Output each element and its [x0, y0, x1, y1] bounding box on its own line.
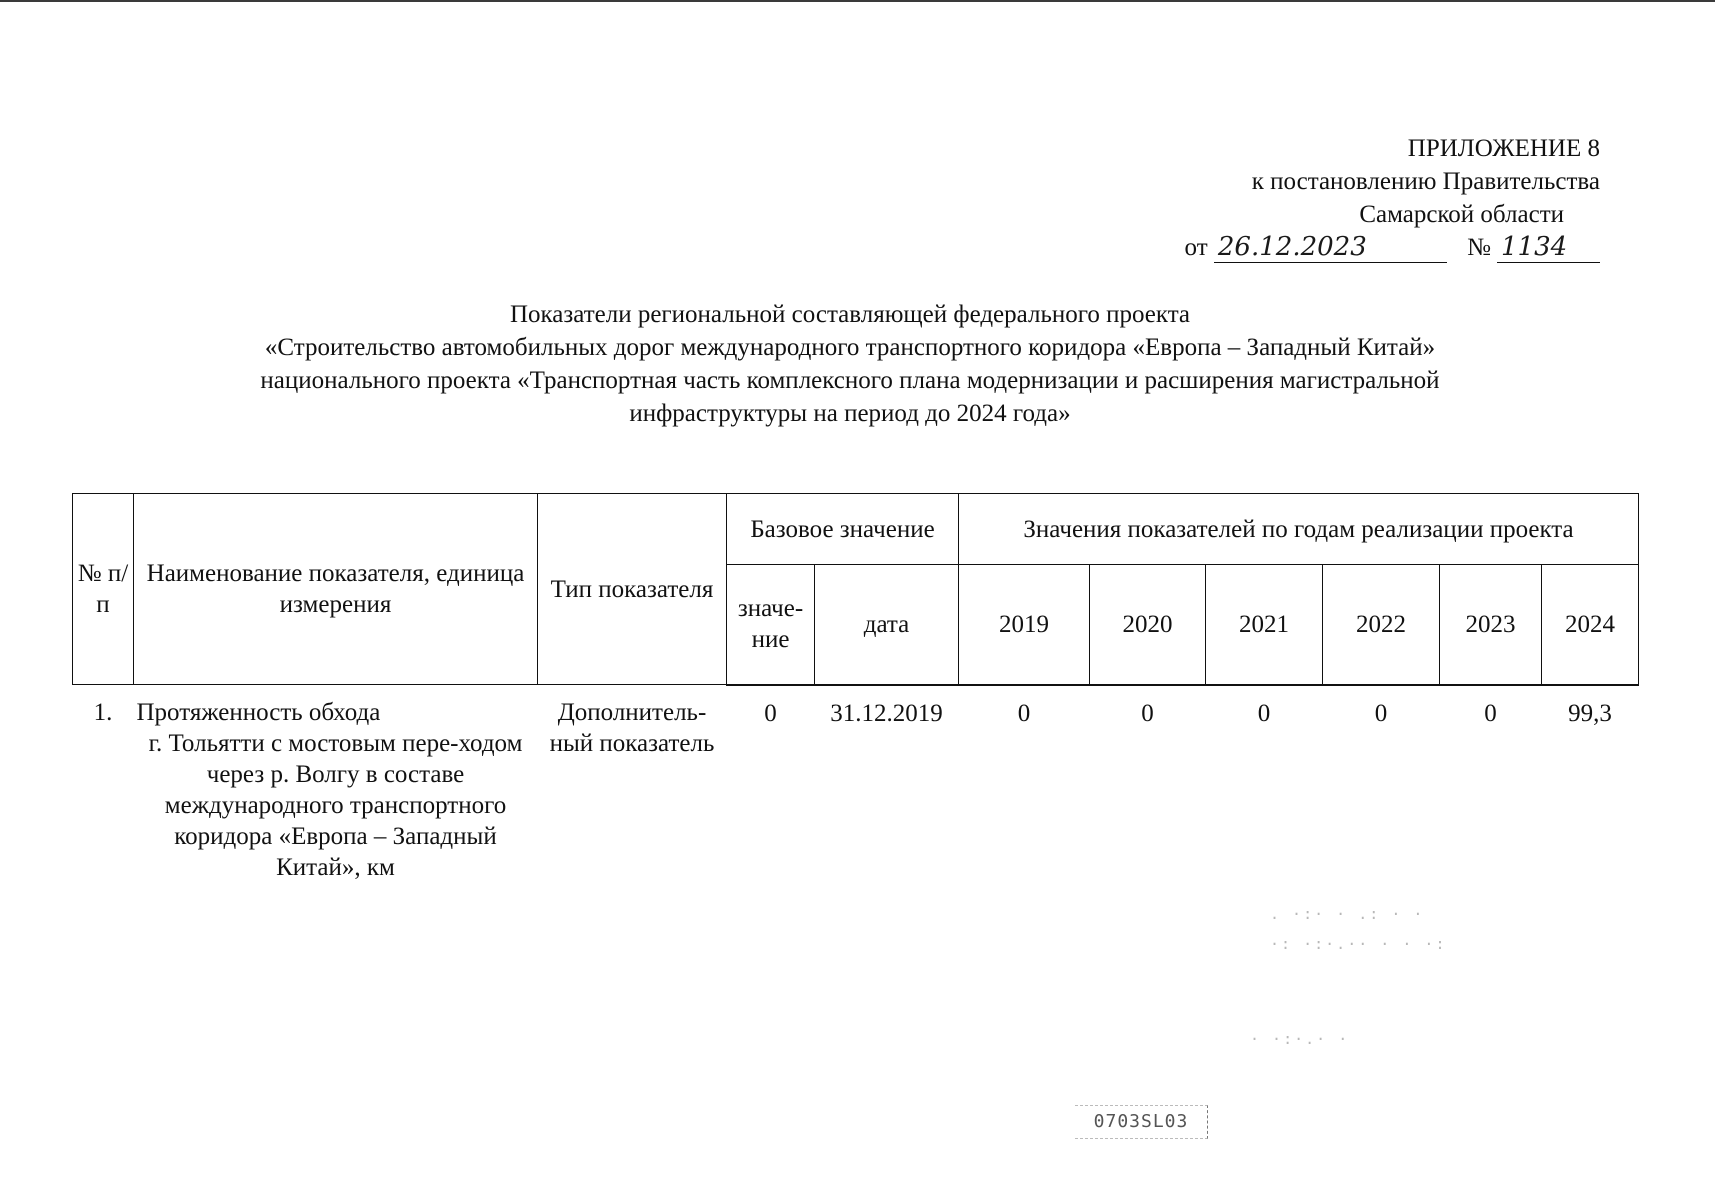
faded-imprint: . ·:· · .: · ·	[1270, 905, 1425, 923]
row-value-2022: 0	[1374, 699, 1388, 727]
header-year-2022: 2022	[1323, 565, 1440, 685]
header-year-2021: 2021	[1206, 565, 1323, 685]
header-num: № п/п	[73, 494, 134, 685]
header-year-2024: 2024	[1542, 565, 1639, 685]
header-name: Наименование показателя, единица измерения	[134, 494, 538, 685]
number-sign: №	[1467, 234, 1491, 261]
document-title	[120, 298, 1580, 430]
date-prefix: от	[1184, 234, 1208, 261]
row-value-2019: 0	[1017, 699, 1031, 727]
title-line-2: «Строительство автомобильных дорог международного транспортного коридора «Европа – Западный Китай»	[264, 334, 1436, 361]
row-name-first-line: Протяженность обхода	[136, 699, 381, 726]
header-year-2019: 2019	[959, 565, 1090, 685]
registration-stamp: 0703SL03	[1075, 1105, 1208, 1139]
title-line-3: национального проекта «Транспортная часть комплексного плана модернизации и расширения магистральной	[260, 367, 1440, 394]
appendix-line-resolution: к постановлению Правительства	[1251, 168, 1600, 195]
title-line-1: Показатели региональной составляющей федерального проекта	[509, 301, 1191, 328]
faded-imprint: ·: ·:·.·· · · ·:	[1270, 935, 1447, 953]
appendix-date-number	[1140, 231, 1600, 264]
row-value-2020: 0	[1141, 699, 1154, 727]
row-value-2021: 0	[1257, 699, 1271, 727]
row-base-date: 31.12.2019	[830, 699, 943, 727]
header-row-1	[73, 494, 1639, 565]
row-num: 1.	[93, 699, 113, 726]
row-type: Дополнитель-ный показатель	[549, 699, 715, 757]
row-name-rest: г. Тольятти с мостовым пере-ходом через р. Волгу в составе международного транспортного коридора «Европа – Западный Китай», км	[148, 730, 523, 881]
row-base-value: 0	[764, 699, 777, 727]
header-base-group: Базовое значение	[727, 494, 959, 565]
row-indicator-name	[134, 685, 538, 884]
header-year-2023: 2023	[1440, 565, 1542, 685]
row-value-2024: 99,3	[1568, 699, 1612, 727]
handwritten-date: 26.12.2023	[1214, 232, 1447, 263]
header-base-value: значе-ние	[727, 565, 815, 685]
appendix-line-region: Самарской области	[1359, 201, 1564, 228]
faded-imprint: · ·:·.· ·	[1250, 1030, 1350, 1048]
table-row	[73, 685, 1639, 884]
row-value-2023: 0	[1484, 699, 1497, 727]
header-year-2020: 2020	[1090, 565, 1206, 685]
scan-edge	[0, 0, 1715, 2]
appendix-title: ПРИЛОЖЕНИЕ 8	[1407, 135, 1600, 162]
appendix-block	[1140, 132, 1600, 264]
header-type: Тип показателя	[538, 494, 727, 685]
header-base-date: дата	[815, 565, 959, 685]
title-line-4: инфраструктуры на период до 2024 года»	[629, 400, 1071, 427]
indicators-table	[72, 493, 1639, 883]
handwritten-number: 1134	[1497, 232, 1600, 263]
header-years-group: Значения показателей по годам реализации проекта	[959, 494, 1639, 565]
